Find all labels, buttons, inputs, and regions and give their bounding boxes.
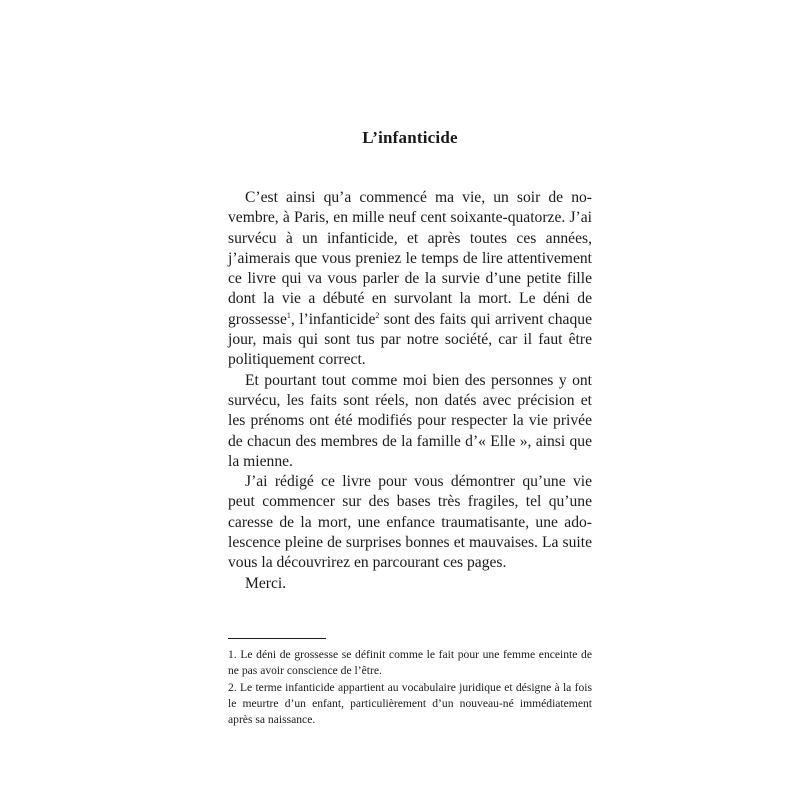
chapter-body bbox=[228, 188, 592, 594]
footnote-ref-1: 1 bbox=[286, 310, 291, 320]
footnote-1: 1. Le déni de grossesse se définit comme le fait pour une femme enceinte de ne pas avoir conscience de l’être. bbox=[228, 648, 592, 678]
paragraph-1-text-a: C’est ainsi qu’a commencé ma vie, un soir de novembre, à Paris, en mille neuf cent soixante-quatorze. J’ai survécu à un infanticide, et après toutes ces années, j’aimerais que vous preniez le temps de lire attentivement ce livre qui va vous parler de la survie d’une petite fille dont la vie a débuté en survolant la mort. Le déni de grossesse bbox=[228, 189, 592, 328]
paragraph-1-text-b: , l’infanticide bbox=[290, 310, 376, 328]
footnote-separator bbox=[228, 638, 326, 639]
paragraph-1-text-c: sont des faits qui arrivent chaque jour, mais qui sont tus par notre société, car il faut être politiquement correct. bbox=[228, 310, 592, 369]
paragraph-3: J’ai rédigé ce livre pour vous démontrer qu’une vie peut commencer sur des bases très fragiles, tel qu’une caresse de la mort, une enfance traumatisante, une adolescence pleine de surprises bonnes et mauvaises. La suite vous la découvrirez en parcourant ces pages. bbox=[228, 473, 592, 572]
paragraph-4: Merci. bbox=[245, 574, 287, 592]
footnote-ref-2: 2 bbox=[375, 310, 380, 320]
chapter-title: L’infanticide bbox=[362, 128, 458, 147]
footnote-2: 2. Le terme infanticide appartient au vocabulaire juridique et désigne à la fois le meurtre d’un enfant, particulièrement d’un nouveau-né immédiatement après sa naissance. bbox=[228, 680, 592, 727]
paragraph-1 bbox=[228, 188, 592, 371]
paragraph-2: Et pourtant tout comme moi bien des personnes y ont survécu, les faits sont réels, non datés avec précision et les prénoms ont été modifiés pour respecter la vie privée de chacun des membres de la famille d’« Elle », ainsi que la mienne. bbox=[228, 371, 592, 470]
footnotes bbox=[228, 647, 592, 728]
